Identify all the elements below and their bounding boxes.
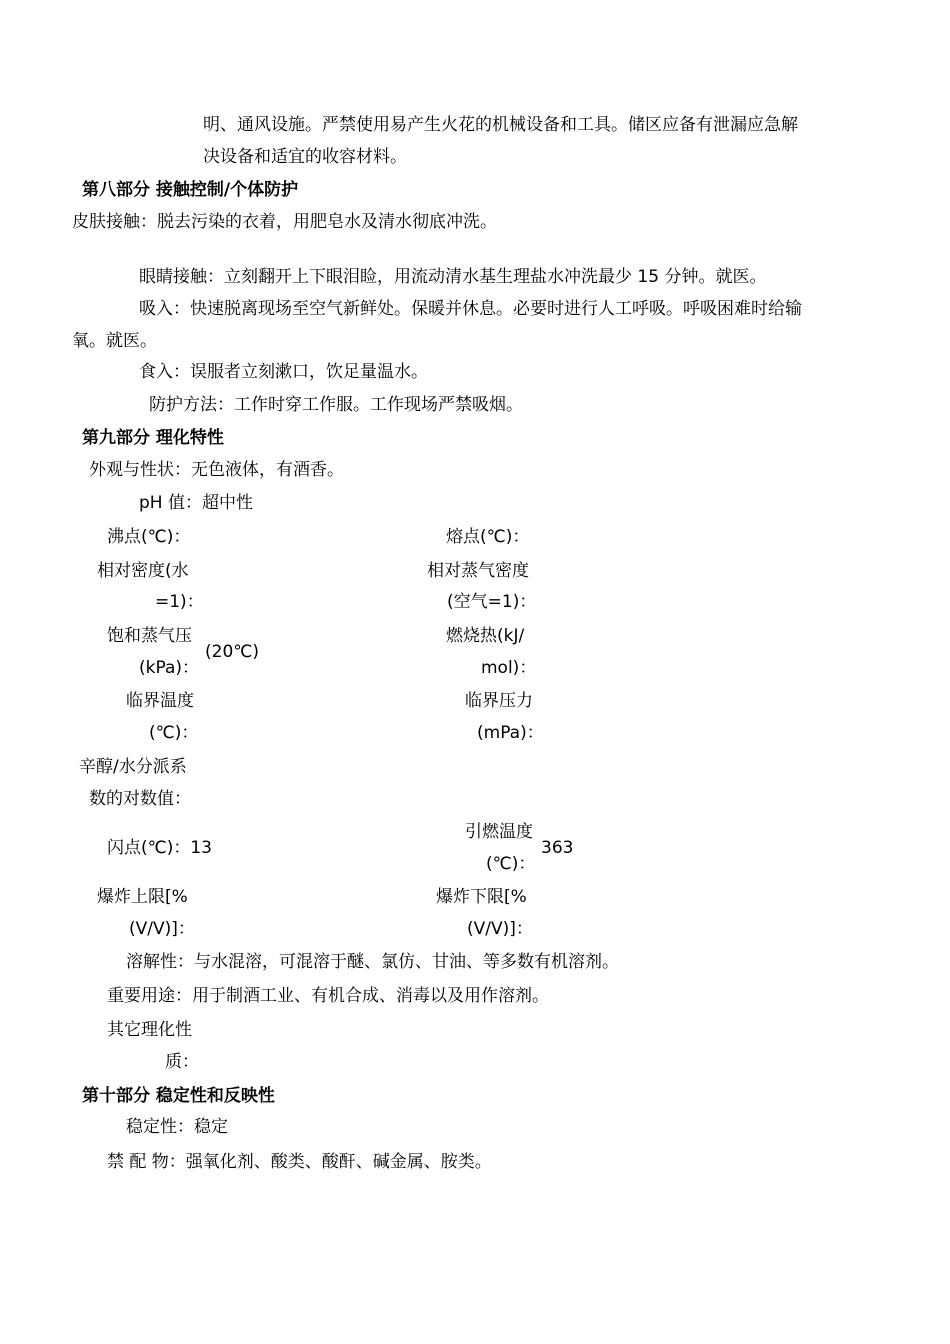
boiling-point: 沸点(℃)： bbox=[107, 527, 191, 547]
melting-point: 熔点(℃)： bbox=[446, 527, 530, 547]
vapor-density-label-2: (空气=1)： bbox=[447, 592, 537, 612]
octanol-water-label-1: 辛醇/水分派系 bbox=[79, 757, 187, 777]
ignition-temp-label-1: 引燃温度 bbox=[465, 822, 533, 842]
other-properties-label-1: 其它理化性 bbox=[107, 1020, 192, 1040]
explosion-upper-label-2: (V/V)]： bbox=[129, 919, 195, 939]
ingestion: 食入：误服者立刻漱口，饮足量温水。 bbox=[139, 362, 428, 382]
eye-contact: 眼睛接触：立刻翻开上下眼泪睑，用流动清水基生理盐水冲洗最少 15 分钟。就医。 bbox=[139, 267, 767, 287]
section-8-heading: 第八部分 接触控制/个体防护 bbox=[82, 180, 299, 200]
flash-point: 闪点(℃)：13 bbox=[107, 838, 212, 858]
section-9-heading: 第九部分 理化特性 bbox=[82, 428, 224, 448]
other-properties-label-2: 质： bbox=[165, 1052, 199, 1072]
critical-temp-label-1: 临界温度 bbox=[126, 691, 194, 711]
ignition-temp-value: 363 bbox=[541, 838, 574, 858]
inhalation-line-2: 氧。就医。 bbox=[72, 331, 157, 351]
storage-text-line-1: 明、通风设施。严禁使用易产生火花的机械设备和工具。储区应备有泄漏应急解 bbox=[203, 115, 798, 135]
critical-pressure-label-1: 临界压力 bbox=[465, 691, 533, 711]
relative-density-label-2: =1)： bbox=[155, 592, 204, 612]
explosion-lower-label-1: 爆炸下限[% bbox=[436, 887, 527, 907]
saturated-vapor-label-1: 饱和蒸气压 bbox=[107, 626, 192, 646]
ph-value: pH 值：超中性 bbox=[139, 493, 253, 513]
explosion-upper-label-1: 爆炸上限[% bbox=[97, 887, 188, 907]
main-uses: 重要用途：用于制酒工业、有机合成、消毒以及用作溶剂。 bbox=[107, 986, 549, 1006]
octanol-water-label-2: 数的对数值： bbox=[89, 789, 191, 809]
appearance: 外观与性状：无色液体，有酒香。 bbox=[89, 460, 344, 480]
storage-text-line-2: 决设备和适宜的收容材料。 bbox=[203, 147, 407, 167]
combustion-heat-label-1: 燃烧热(kJ/ bbox=[446, 626, 525, 646]
critical-pressure-label-2: (mPa)： bbox=[477, 723, 544, 743]
inhalation-line-1: 吸入：快速脱离现场至空气新鲜处。保暖并休息。必要时进行人工呼吸。呼吸困难时给输 bbox=[139, 299, 802, 319]
skin-contact: 皮肤接触：脱去污染的衣着，用肥皂水及清水彻底冲洗。 bbox=[72, 212, 497, 232]
ignition-temp-label-2: (℃)： bbox=[486, 854, 536, 874]
combustion-heat-label-2: mol)： bbox=[481, 658, 537, 678]
section-10-heading: 第十部分 稳定性和反映性 bbox=[82, 1086, 275, 1106]
critical-temp-label-2: (℃)： bbox=[149, 723, 199, 743]
incompatible-materials: 禁 配 物：强氧化剂、酸类、酸酐、碱金属、胺类。 bbox=[107, 1152, 492, 1172]
relative-density-label-1: 相对密度(水 bbox=[97, 561, 189, 581]
saturated-vapor-value: (20℃) bbox=[205, 642, 259, 662]
saturated-vapor-label-2: (kPa)： bbox=[139, 658, 200, 678]
vapor-density-label-1: 相对蒸气密度 bbox=[427, 561, 529, 581]
stability: 稳定性：稳定 bbox=[126, 1117, 228, 1137]
protection-method: 防护方法：工作时穿工作服。工作现场严禁吸烟。 bbox=[149, 395, 523, 415]
solubility: 溶解性：与水混溶，可混溶于醚、氯仿、甘油、等多数有机溶剂。 bbox=[126, 952, 619, 972]
explosion-lower-label-2: (V/V)]： bbox=[467, 919, 533, 939]
